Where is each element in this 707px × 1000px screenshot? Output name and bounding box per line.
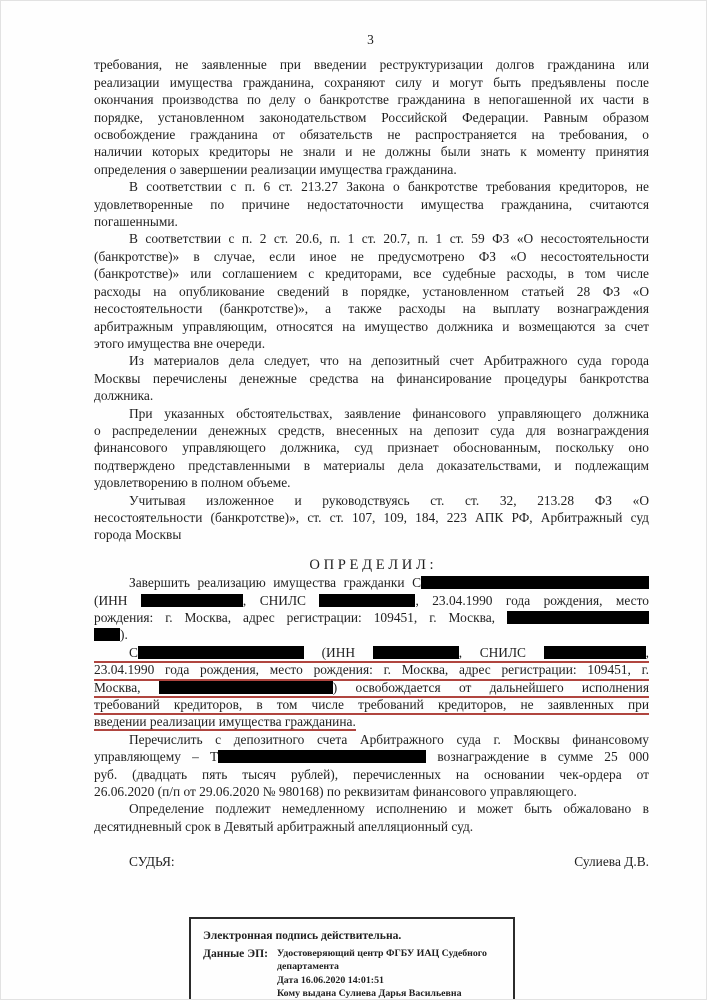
line-text: Перечислить с депозитного счета Арбитражного суда г. Москвы финансовому — [129, 731, 649, 747]
document-line — [94, 679, 649, 696]
document-line — [94, 748, 649, 765]
document-line — [94, 644, 649, 661]
document-line — [94, 818, 649, 835]
line-text: освобождение гражданина от обязательств не распространяется на требования, о — [94, 127, 649, 143]
line-text: десятидневный срок в Девятый арбитражный апелляционный суд. — [94, 818, 474, 834]
document-line — [94, 405, 649, 422]
line-text: требования, не заявленные при введении реструктуризации долгов гражданина или — [94, 57, 649, 73]
line-text: финансового управляющего должника, суд признает обоснованным, поскольку оно — [94, 440, 649, 456]
line-text: руб. (двадцать пять тысяч рублей), перечисленных на основании чек-ордера от — [94, 766, 649, 782]
line-text: несостоятельности (банкротстве)», а также расходы на выплату вознаграждения — [94, 301, 649, 317]
red-underlined-text — [94, 714, 356, 729]
document-line — [94, 91, 649, 108]
line-text: , СНИЛС — [242, 592, 320, 608]
signature-detail-line: Удостоверяющий центр ФГБУ ИАЦ Судебного департамента — [277, 947, 487, 973]
signature-data-row — [203, 947, 503, 1000]
document-line — [94, 661, 649, 678]
line-text: погашенными. — [94, 214, 178, 230]
document-line — [94, 352, 649, 369]
document-line — [94, 74, 649, 91]
document-line — [94, 509, 649, 526]
redaction-bar — [373, 646, 459, 659]
line-text: несостоятельности (банкротстве)», ст. ст. 107, 109, 184, 223 АПК РФ, Арбитражный суд — [94, 509, 649, 525]
document-line — [94, 196, 649, 213]
document-line — [94, 609, 649, 626]
line-text: Определение подлежит немедленному исполнению и может быть обжаловано в — [129, 801, 649, 817]
document-line — [94, 143, 649, 160]
line-text: Москвы перечислены денежные средства на финансирование процедуры банкротства — [94, 370, 649, 386]
redaction-bar — [141, 594, 243, 607]
signature-data-label: Данные ЭП: — [203, 946, 268, 960]
line-text: , 23.04.1990 года рождения, место — [415, 592, 649, 608]
redaction-bar — [138, 646, 304, 659]
line-text: О П Р Е Д Е Л И Л : — [309, 556, 434, 573]
document-line — [94, 439, 649, 456]
document-line — [94, 696, 649, 713]
line-text: (банкротстве)» или соглашением с кредиторами, все судебные расходы, в том числе — [94, 266, 649, 282]
document-line — [94, 783, 649, 800]
line-text: , — [645, 644, 649, 660]
document-line — [94, 626, 649, 643]
line-text: (банкротстве)» в случае, если иное не предусмотрено ФЗ «О несостоятельности — [94, 248, 649, 264]
line-text: ). — [120, 627, 128, 643]
document-line — [94, 318, 649, 335]
document-line — [94, 592, 649, 609]
document-line — [94, 161, 649, 178]
line-text: требований кредиторов, в том числе требований кредиторов, не заявленных при — [94, 697, 649, 713]
document-line — [94, 387, 649, 404]
document-line — [94, 474, 649, 491]
document-line — [94, 213, 649, 230]
document-line — [94, 248, 649, 265]
line-text: определения о завершении реализации имущества гражданина. — [94, 161, 457, 177]
line-text: удовлетворению в полном объеме. — [94, 475, 291, 491]
line-text: города Москвы — [94, 527, 182, 543]
redaction-bar — [319, 594, 415, 607]
document-line — [94, 731, 649, 748]
line-text: должника. — [94, 388, 154, 404]
line-text: (ИНН — [94, 592, 141, 608]
line-text: порядке, установленном законодательством Российской Федерации. Равным образом — [94, 109, 649, 125]
redaction-bar — [421, 576, 649, 589]
line-text: о распределении денежных средств, внесенных на депозит суда для вознаграждения — [94, 422, 649, 438]
line-text: арбитражным управляющим, относятся на имущество должника и возмещаются за счет — [94, 318, 649, 334]
document-line — [94, 800, 649, 817]
document-line — [94, 713, 649, 730]
redaction-bar — [218, 750, 426, 763]
redaction-bar — [544, 646, 646, 659]
document-line — [94, 109, 649, 126]
document-line — [94, 178, 649, 195]
line-text: управляющему – Т — [94, 749, 219, 765]
document-line — [94, 300, 649, 317]
judge-name: Сулиева Д.В. — [574, 854, 649, 870]
document-line — [94, 265, 649, 282]
redaction-bar — [507, 611, 649, 624]
page-number: 3 — [367, 32, 374, 47]
signature-detail-line: Дата 16.06.2020 14:01:51 — [277, 974, 384, 986]
line-text: введении реализации имущества гражданина. — [94, 714, 356, 730]
line-text: реализации имущества гражданина, сохраняют силу и могут быть предъявлены после — [94, 74, 649, 90]
document-line — [94, 56, 649, 73]
judge-label: СУДЬЯ: — [129, 854, 175, 870]
judge-row — [94, 853, 649, 870]
signature-status: Электронная подпись действительна. — [203, 928, 402, 942]
line-text: вознаграждение в сумме 25 000 — [426, 749, 649, 765]
redaction-bar — [94, 628, 120, 641]
document-line — [94, 422, 649, 439]
line-text: Учитывая изложенное и руководствуясь ст. ст. 32, 213.28 ФЗ «О — [129, 492, 649, 508]
document-line — [94, 492, 649, 509]
document-line — [94, 766, 649, 783]
line-text: , СНИЛС — [458, 644, 544, 660]
line-text: 26.06.2020 (п/п от 29.06.2020 № 980168) по реквизитам финансового управляющего. — [94, 784, 577, 800]
line-text: этого имущества вне очереди. — [94, 335, 266, 351]
line-text: В соответствии с п. 2 ст. 20.6, п. 1 ст. 20.7, п. 1 ст. 59 ФЗ «О несостоятельности — [129, 231, 649, 247]
operative-heading — [94, 557, 649, 574]
line-text: Москва, — [94, 679, 159, 695]
line-text: В соответствии с п. 6 ст. 213.27 Закона о банкротстве требования кредиторов, не — [129, 179, 649, 195]
line-text: наличии которых кредиторы не знали и не должны были знать к моменту принятия — [94, 144, 649, 160]
document-line — [94, 574, 649, 591]
document-line — [94, 335, 649, 352]
document-line — [94, 526, 649, 543]
document-line — [94, 457, 649, 474]
document-line — [94, 370, 649, 387]
line-text: рождения: г. Москва, адрес регистрации: 109451, г. Москва, — [94, 610, 507, 625]
line-text: Из материалов дела следует, что на депозитный счет Арбитражного суда города — [129, 353, 649, 369]
electronic-signature-box — [189, 917, 515, 1000]
signature-detail-line: Кому выдана Сулиева Дарья Васильевна — [277, 987, 462, 999]
line-text: расходы на опубликование сведений в порядке, установленном статьей 28 ФЗ «О — [94, 283, 649, 299]
signature-details — [277, 947, 503, 1000]
document-body — [94, 56, 647, 835]
line-text: При указанных обстоятельствах, заявление финансового управляющего должника — [129, 405, 649, 421]
document-line — [94, 230, 649, 247]
line-text: удовлетворенные по причине недостаточности имущества гражданина, считаются — [94, 196, 649, 212]
line-text: Завершить реализацию имущества гражданки С — [129, 575, 421, 591]
document-line — [94, 283, 649, 300]
line-text: С — [129, 644, 138, 660]
line-text: (ИНН — [303, 644, 373, 660]
line-text: ) освобождается от дальнейшего исполнения — [332, 679, 649, 695]
line-text: подтверждено представленными в материалы дела доказательствами, и подлежащим — [94, 457, 649, 473]
document-line — [94, 126, 649, 143]
line-text: окончания производства по делу о банкротстве гражданина в непогашенной их части в — [94, 92, 649, 108]
line-text: 23.04.1990 года рождения, место рождения: г. Москва, адрес регистрации: 109451, г. — [94, 662, 649, 678]
redaction-bar — [159, 681, 333, 694]
